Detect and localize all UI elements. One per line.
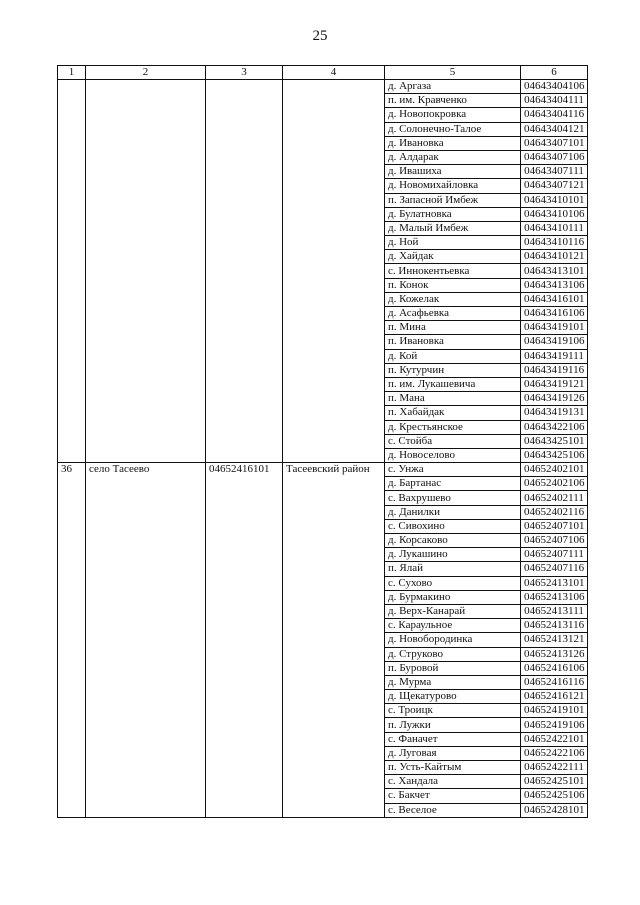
settlement-name-cell: село Тасеево: [86, 463, 206, 818]
locality-name-cell: с. Вахрушево: [385, 491, 521, 505]
locality-name-cell: с. Сухово: [385, 576, 521, 590]
locality-name-cell: д. Булатновка: [385, 207, 521, 221]
oktmo-code-cell: 04652407101: [521, 519, 588, 533]
district-cell: Тасеевский район: [283, 463, 385, 818]
locality-name-cell: д. Кожелак: [385, 292, 521, 306]
locality-name-cell: п. Кутурчин: [385, 363, 521, 377]
locality-name-cell: д. Бартанас: [385, 477, 521, 491]
locality-name-cell: д. Аргаза: [385, 80, 521, 94]
oktmo-code-cell: 04643407121: [521, 179, 588, 193]
locality-name-cell: д. Асафьевка: [385, 307, 521, 321]
locality-name-cell: д. Корсаково: [385, 534, 521, 548]
column-header: 5: [385, 66, 521, 80]
locality-name-cell: д. Лукашино: [385, 548, 521, 562]
locality-name-cell: с. Сивохино: [385, 519, 521, 533]
locality-name-cell: д. Щекатурово: [385, 690, 521, 704]
oktmo-code-cell: 04652422101: [521, 732, 588, 746]
row-number-cell: 36: [58, 463, 86, 818]
oktmo-code-cell: 04652413126: [521, 647, 588, 661]
oktmo-code-cell: 04652416121: [521, 690, 588, 704]
locality-name-cell: д. Бурмакино: [385, 590, 521, 604]
settlement-name-cell: [86, 80, 206, 463]
locality-name-cell: с. Хандала: [385, 775, 521, 789]
locality-name-cell: п. им. Кравченко: [385, 94, 521, 108]
oktmo-code-cell: 04643407101: [521, 136, 588, 150]
locality-name-cell: д. Ивановка: [385, 136, 521, 150]
oktmo-code-cell: 04652416106: [521, 661, 588, 675]
oktmo-code-cell: 04643419126: [521, 392, 588, 406]
oktmo-code-cell: 04652428101: [521, 803, 588, 817]
locality-name-cell: п. Лужки: [385, 718, 521, 732]
oktmo-code-cell: 04643419111: [521, 349, 588, 363]
oktmo-code-cell: 04652402111: [521, 491, 588, 505]
table-header-row: [58, 66, 588, 80]
locality-name-cell: с. Фаначет: [385, 732, 521, 746]
oktmo-code-cell: 04643419121: [521, 377, 588, 391]
locality-name-cell: п. Конок: [385, 278, 521, 292]
oktmo-code-cell: 04652402116: [521, 505, 588, 519]
oktmo-code-cell: 04652413116: [521, 619, 588, 633]
oktmo-code-cell: 04652422106: [521, 746, 588, 760]
oktmo-code-cell: 04643413101: [521, 264, 588, 278]
column-header: 3: [206, 66, 283, 80]
locality-name-cell: д. Луговая: [385, 746, 521, 760]
oktmo-code-cell: 04652402106: [521, 477, 588, 491]
oktmo-code-cell: 04643416101: [521, 292, 588, 306]
locality-name-cell: д. Новомихайловка: [385, 179, 521, 193]
oktmo-code-cell: 04652425101: [521, 775, 588, 789]
oktmo-code-cell: 04652407106: [521, 534, 588, 548]
oktmo-code-cell: 04652407116: [521, 562, 588, 576]
column-header: 2: [86, 66, 206, 80]
locality-name-cell: д. Новобородинка: [385, 633, 521, 647]
page-number: 25: [312, 28, 328, 44]
oktmo-code-cell: 04643419106: [521, 335, 588, 349]
locality-name-cell: д. Алдарак: [385, 150, 521, 164]
locality-name-cell: д. Малый Имбеж: [385, 221, 521, 235]
oktmo-code-cell: 04652402101: [521, 463, 588, 477]
locality-name-cell: д. Мурма: [385, 675, 521, 689]
oktmo-code-cell: 04643410101: [521, 193, 588, 207]
oktmo-code-cell: 04643422106: [521, 420, 588, 434]
oktmo-code-cell: 04652407111: [521, 548, 588, 562]
oktmo-code-cell: 04643407111: [521, 165, 588, 179]
oktmo-code-cell: 04652425106: [521, 789, 588, 803]
locality-name-cell: д. Новопокровка: [385, 108, 521, 122]
oktmo-code-cell: 04643416106: [521, 307, 588, 321]
column-header: 6: [521, 66, 588, 80]
oktmo-code-cell: 04652413106: [521, 590, 588, 604]
locality-name-cell: с. Бакчет: [385, 789, 521, 803]
locality-name-cell: п. Мина: [385, 321, 521, 335]
locality-name-cell: п. Усть-Кайтым: [385, 761, 521, 775]
locality-name-cell: п. Ивановка: [385, 335, 521, 349]
locality-name-cell: п. Запасной Имбеж: [385, 193, 521, 207]
column-header: 4: [283, 66, 385, 80]
oktmo-code-cell: 04643410121: [521, 250, 588, 264]
oktmo-code-cell: 04643404106: [521, 80, 588, 94]
locality-name-cell: д. Струково: [385, 647, 521, 661]
locality-name-cell: д. Данилки: [385, 505, 521, 519]
oktmo-code-cell: 04643425101: [521, 434, 588, 448]
locality-name-cell: д. Ной: [385, 236, 521, 250]
oktmo-code-cell: 04643404116: [521, 108, 588, 122]
locality-name-cell: с. Стойба: [385, 434, 521, 448]
oktmo-code-cell: 04643410116: [521, 236, 588, 250]
table-row: [58, 80, 588, 94]
settlement-code-cell: 04652416101: [206, 463, 283, 818]
oktmo-code-cell: 04643419116: [521, 363, 588, 377]
locality-name-cell: п. Ялай: [385, 562, 521, 576]
locality-name-cell: с. Караульное: [385, 619, 521, 633]
district-cell: [283, 80, 385, 463]
locality-name-cell: д. Хайдак: [385, 250, 521, 264]
locality-name-cell: п. им. Лукашевича: [385, 377, 521, 391]
oktmo-code-cell: 04643413106: [521, 278, 588, 292]
row-number-cell: [58, 80, 86, 463]
column-header: 1: [58, 66, 86, 80]
oktmo-code-cell: 04643407106: [521, 150, 588, 164]
oktmo-code-cell: 04643404121: [521, 122, 588, 136]
oktmo-code-cell: 04652413111: [521, 604, 588, 618]
locality-name-cell: с. Веселое: [385, 803, 521, 817]
oktmo-code-cell: 04652416116: [521, 675, 588, 689]
locality-name-cell: с. Унжа: [385, 463, 521, 477]
locality-name-cell: д. Крестьянское: [385, 420, 521, 434]
oktmo-code-cell: 04643410106: [521, 207, 588, 221]
oktmo-code-cell: 04643404111: [521, 94, 588, 108]
locality-name-cell: д. Новоселово: [385, 448, 521, 462]
oktmo-code-cell: 04652413121: [521, 633, 588, 647]
table-row: [58, 463, 588, 477]
settlement-code-cell: [206, 80, 283, 463]
oktmo-code-cell: 04652419101: [521, 704, 588, 718]
oktmo-code-cell: 04643410111: [521, 221, 588, 235]
locality-name-cell: с. Троицк: [385, 704, 521, 718]
oktmo-code-cell: 04643419101: [521, 321, 588, 335]
locality-name-cell: п. Мана: [385, 392, 521, 406]
settlements-table: [57, 65, 588, 818]
locality-name-cell: д. Верх-Канарай: [385, 604, 521, 618]
oktmo-code-cell: 04643419131: [521, 406, 588, 420]
locality-name-cell: д. Солонечно-Талое: [385, 122, 521, 136]
oktmo-code-cell: 04652419106: [521, 718, 588, 732]
locality-name-cell: д. Ивашиха: [385, 165, 521, 179]
oktmo-code-cell: 04643425106: [521, 448, 588, 462]
locality-name-cell: п. Хабайдак: [385, 406, 521, 420]
locality-name-cell: д. Кой: [385, 349, 521, 363]
oktmo-code-cell: 04652413101: [521, 576, 588, 590]
locality-name-cell: п. Буровой: [385, 661, 521, 675]
locality-name-cell: с. Иннокентьевка: [385, 264, 521, 278]
oktmo-code-cell: 04652422111: [521, 761, 588, 775]
table-body: [58, 66, 588, 818]
